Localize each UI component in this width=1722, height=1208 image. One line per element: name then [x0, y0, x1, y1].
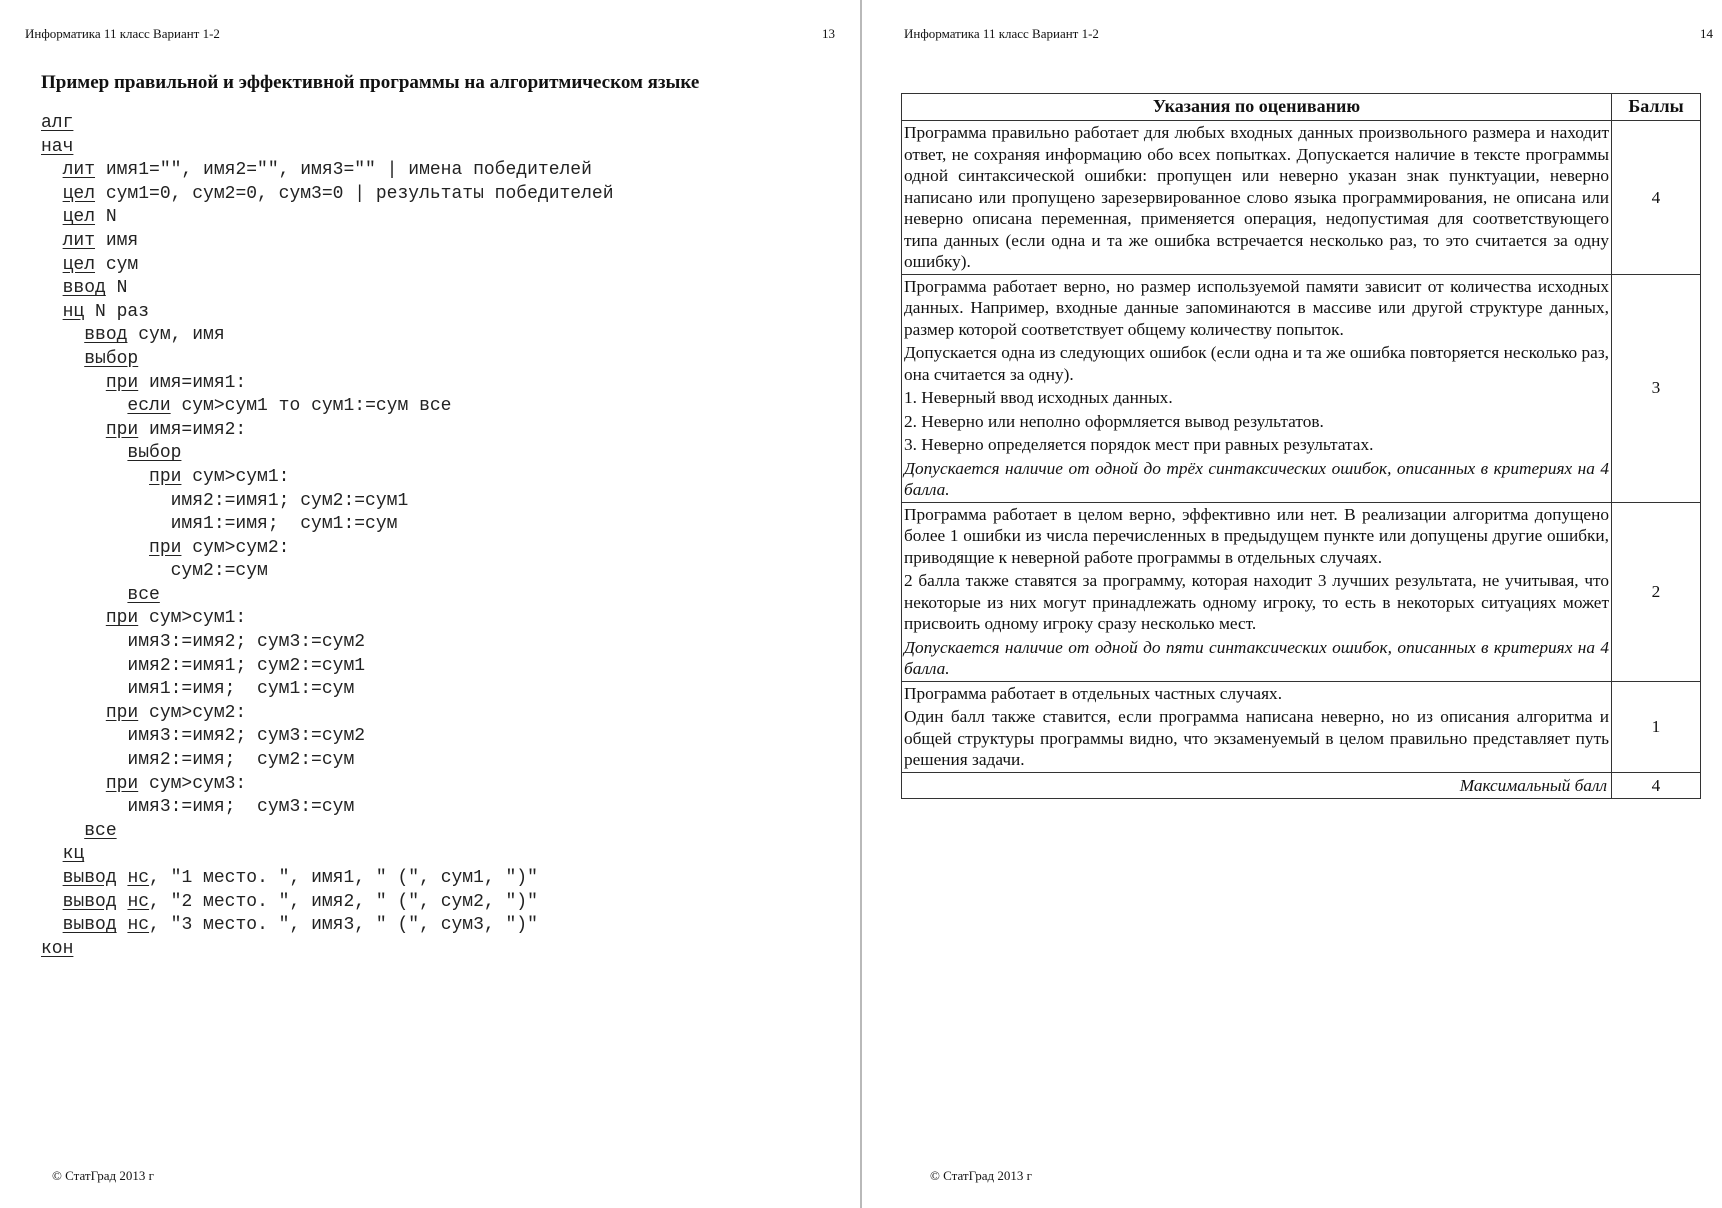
code-keyword: кц	[62, 844, 85, 865]
code-text: сум>сум3:	[138, 773, 247, 794]
code-text: N	[95, 207, 117, 228]
code-text: N раз	[84, 301, 150, 322]
criteria-paragraph: Допускается одна из следующих ошибок (если одна и та же ошибка повторяется несколько раз, она считается за одну).	[904, 343, 1609, 384]
code-line	[41, 938, 614, 962]
code-keyword: цел	[62, 207, 96, 228]
code-keyword: ввод	[62, 278, 106, 299]
code-text: сум>сум2:	[181, 537, 290, 558]
code-line	[41, 914, 614, 938]
max-score-row	[902, 772, 1701, 799]
criteria-paragraph: 2. Неверно или неполно оформляется вывод результатов.	[904, 411, 1324, 431]
grading-table-body	[902, 121, 1701, 773]
code-text: имя2:=имя1; сум2:=сум1	[170, 490, 409, 511]
code-text: сум>сум1:	[181, 466, 290, 487]
code-line	[41, 324, 614, 348]
max-score-label: Максимальный балл	[902, 772, 1612, 799]
code-line	[41, 560, 614, 584]
code-line	[41, 230, 614, 254]
code-line	[41, 348, 614, 372]
code-keyword: при	[105, 608, 139, 629]
code-line	[41, 372, 614, 396]
code-line	[41, 537, 614, 561]
page-footer: © СтатГрад 2013 г	[930, 1168, 1032, 1183]
code-line	[41, 442, 614, 466]
code-keyword: ввод	[84, 325, 128, 346]
criteria-paragraph: Программа работает в целом верно, эффективно или нет. В реализации алгоритма допущено более 1 ошибки из числа перечисленных в предыдущем пункте или допущены другие ошибки, приводящие к неверной работе программы в отдельных случаях.	[904, 504, 1609, 567]
code-line	[41, 254, 614, 278]
code-text: сум, имя	[127, 325, 225, 346]
code-keyword: все	[84, 820, 117, 841]
code-text: имя=имя2:	[138, 419, 247, 440]
code-keyword: все	[127, 584, 160, 605]
code-text: , "1 место. ", имя1, " (", сум1, ")"	[149, 868, 538, 888]
code-line	[41, 702, 614, 726]
code-line	[41, 513, 614, 537]
code-line	[41, 843, 614, 867]
code-text: имя3:=имя2; сум3:=сум2	[127, 726, 366, 747]
code-keyword: кон	[41, 938, 74, 959]
criteria-paragraph: Программа работает верно, но размер используемой памяти зависит от количества исходных данных. Например, входные данные запоминаются в массиве или другой структуре данных, размер которой соответствует общему количеству попыток.	[904, 276, 1609, 339]
score-cell: 2	[1612, 502, 1701, 681]
code-line	[41, 773, 614, 797]
score-column-header: Баллы	[1612, 94, 1701, 121]
code-keyword: выбор	[84, 348, 139, 369]
code-keyword: выбор	[127, 443, 182, 464]
code-line	[41, 655, 614, 679]
criteria-cell	[902, 274, 1612, 502]
criteria-row	[902, 502, 1701, 681]
code-keyword: нач	[41, 136, 74, 157]
score-cell: 4	[1612, 121, 1701, 275]
criteria-paragraph: 2 балла также ставятся за программу, которая находит 3 лучших результата, не учитывая, что некоторые из них могут принадлежать одному игроку, то есть в некоторых ситуациях может присвоить одному игроку сразу несколько мест.	[904, 571, 1609, 633]
code-line	[41, 183, 614, 207]
code-keyword: нс	[127, 915, 150, 936]
code-keyword: лит	[62, 160, 96, 181]
code-keyword: при	[105, 372, 139, 393]
code-line	[41, 277, 614, 301]
page-number: 13	[822, 26, 835, 41]
code-line	[41, 678, 614, 702]
code-line	[41, 749, 614, 773]
code-line	[41, 136, 614, 160]
code-text: имя1:=имя; сум1:=сум	[170, 514, 398, 535]
code-line	[41, 301, 614, 325]
max-score-value: 4	[1612, 772, 1701, 799]
code-text: сум>сум2:	[138, 702, 247, 723]
code-keyword: алг	[41, 113, 74, 133]
code-line	[41, 206, 614, 230]
code-line	[41, 891, 614, 915]
code-line	[41, 796, 614, 820]
code-line	[41, 607, 614, 631]
code-text: , "3 место. ", имя3, " (", сум3, ")"	[149, 915, 538, 936]
code-text: имя3:=имя; сум3:=сум	[127, 797, 355, 818]
code-line	[41, 159, 614, 183]
page-number: 14	[1700, 26, 1713, 41]
code-keyword: цел	[62, 254, 96, 275]
code-text: имя1:=имя; сум1:=сум	[127, 679, 355, 700]
program-title: Пример правильной и эффективной программы на алгоритмическом языке	[41, 72, 700, 93]
criteria-cell	[902, 121, 1612, 275]
code-keyword: нс	[127, 868, 150, 888]
code-keyword: при	[149, 466, 182, 487]
code-text: N	[105, 278, 128, 299]
code-line	[41, 725, 614, 749]
code-keyword: вывод	[62, 868, 117, 888]
code-keyword: нс	[127, 891, 150, 912]
code-keyword: при	[149, 537, 182, 558]
code-text: сум>сум1:	[138, 608, 247, 629]
code-text: имя	[95, 230, 139, 251]
code-line	[41, 395, 614, 419]
code-text: сум1=0, сум2=0, сум3=0 | результаты победителей	[95, 183, 614, 204]
criteria-cell	[902, 681, 1612, 772]
code-line	[41, 490, 614, 514]
grading-table	[901, 93, 1701, 799]
right-page	[862, 0, 1722, 1208]
code-keyword: вывод	[62, 891, 117, 912]
criteria-row	[902, 121, 1701, 275]
criteria-paragraph: Допускается наличие от одной до пяти синтаксических ошибок, описанных в критериях на 4 балла.	[904, 637, 1609, 678]
code-keyword: если	[127, 396, 171, 417]
criteria-row	[902, 681, 1701, 772]
criteria-row	[902, 274, 1701, 502]
score-cell: 3	[1612, 274, 1701, 502]
code-line	[41, 631, 614, 655]
criteria-cell	[902, 502, 1612, 681]
code-keyword: нц	[62, 301, 85, 322]
table-header-row	[902, 94, 1701, 121]
code-listing	[41, 112, 614, 961]
code-line	[41, 867, 614, 891]
criteria-paragraph: Допускается наличие от одной до трёх синтаксических ошибок, описанных в критериях на 4 балла.	[904, 458, 1609, 499]
code-text: имя=имя1:	[138, 372, 247, 393]
criteria-paragraph: Один балл также ставится, если программа написана неверно, но из описания алгоритма и общей структуры программы видно, что экзаменуемый в целом правильно представляет путь решения задачи.	[904, 707, 1609, 769]
code-keyword: цел	[62, 183, 96, 204]
page-header: Информатика 11 класс Вариант 1-2	[904, 26, 1099, 41]
criteria-paragraph: 1. Неверный ввод исходных данных.	[904, 388, 1173, 407]
code-keyword: при	[105, 419, 139, 440]
score-cell: 1	[1612, 681, 1701, 772]
criteria-paragraph: Программа правильно работает для любых входных данных произвольного размера и находит ответ, не сохраняя информацию обо всех попытках. Допускается наличие в тексте программы одной синтаксической ошибки: пропущен или неверно указан знак пунктуации, неверно написано или пропущено зарезервированное слово языка программирования, не описана или неверно описана переменная, применяется операция, недопустимая для соответствующего типа данных (если одна и та же ошибка встречается несколько раз, то это считается за одну ошибку).	[904, 123, 1609, 271]
page-footer: © СтатГрад 2013 г	[52, 1168, 154, 1183]
code-keyword: при	[105, 702, 139, 723]
criteria-paragraph: Программа работает в отдельных частных случаях.	[904, 683, 1283, 703]
code-line	[41, 112, 614, 136]
code-text: имя2:=имя1; сум2:=сум1	[127, 655, 366, 676]
code-text: имя1="", имя2="", имя3="" | имена победителей	[95, 160, 592, 181]
code-keyword: при	[105, 773, 139, 794]
code-line	[41, 419, 614, 443]
code-keyword: вывод	[62, 915, 117, 936]
criteria-paragraph: 3. Неверно определяется порядок мест при равных результатах.	[904, 435, 1374, 454]
code-text: сум2:=сум	[170, 561, 268, 582]
code-line	[41, 584, 614, 608]
criteria-column-header: Указания по оцениванию	[902, 94, 1612, 121]
code-text: , "2 место. ", имя2, " (", сум2, ")"	[149, 891, 538, 912]
code-text: сум	[95, 254, 139, 275]
code-text: имя2:=имя; сум2:=сум	[127, 750, 355, 771]
code-text: имя3:=имя2; сум3:=сум2	[127, 632, 366, 653]
code-keyword: лит	[62, 230, 96, 251]
code-line	[41, 466, 614, 490]
code-text: сум>сум1 то сум1:=сум все	[170, 396, 452, 417]
code-line	[41, 820, 614, 844]
page-header: Информатика 11 класс Вариант 1-2	[25, 26, 220, 41]
